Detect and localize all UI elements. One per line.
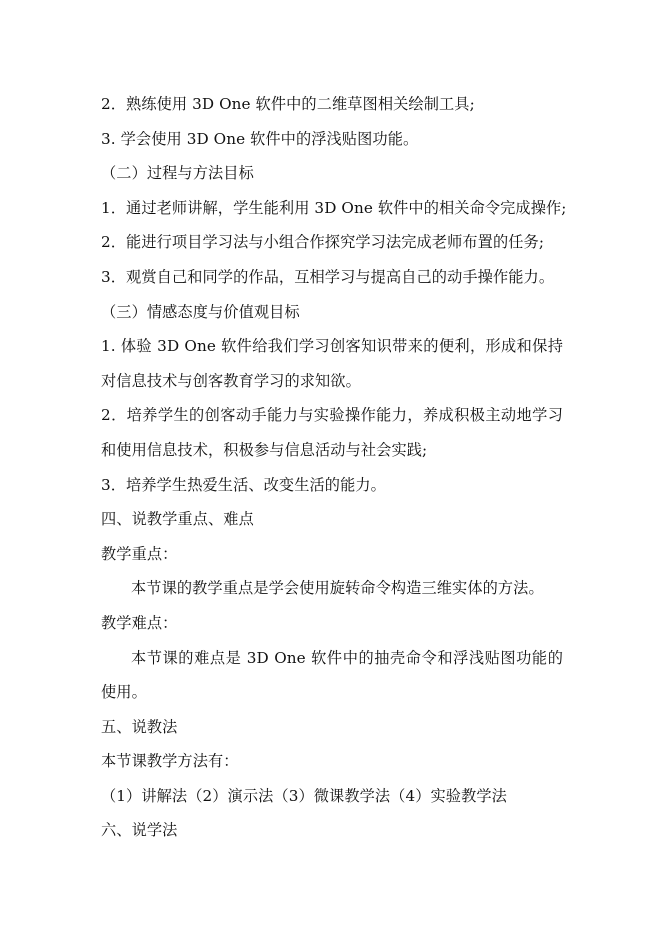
- difficult-point-label: 教学难点：: [101, 613, 178, 632]
- goal-item-3: 3. 学会使用 3D One 软件中的浮浅贴图功能。: [101, 129, 419, 148]
- process-item-2: 2．能进行项目学习法与小组合作探究学习法完成老师布置的任务;: [101, 233, 545, 252]
- key-point-label: 教学重点：: [101, 544, 178, 563]
- teaching-method-list: （1）讲解法（2）演示法（3）微课教学法（4）实验教学法: [101, 786, 507, 805]
- document-body: [101, 87, 567, 848]
- emotion-item-2: 2．培养学生的创客动手能力与实验操作能力，养成积极主动地学习和使用信息技术，积极参与信息活动与社会实践;: [101, 406, 563, 459]
- process-item-1: 1．通过老师讲解，学生能利用 3D One 软件中的相关命令完成操作;: [101, 198, 567, 217]
- goal-item-2: 2．熟练使用 3D One 软件中的二维草图相关绘制工具;: [101, 95, 475, 113]
- section-heading-emotion-values: （三）情感态度与价值观目标: [101, 302, 300, 321]
- teaching-method-label: 本节课教学方法有：: [101, 752, 239, 771]
- difficult-point-text: 本节课的难点是 3D One 软件中的抽壳命令和浮浅贴图功能的使用。: [101, 648, 563, 702]
- process-item-3: 3．观赏自己和同学的作品，互相学习与提高自己的动手操作能力。: [101, 267, 555, 286]
- key-point-text: 本节课的教学重点是学会使用旋转命令构造三维实体的方法。: [131, 579, 544, 598]
- emotion-item-3: 3．培养学生热爱生活、改变生活的能力。: [101, 475, 386, 494]
- section-heading-learning-method: 六、说学法: [101, 821, 178, 840]
- section-heading-process-method: （二）过程与方法目标: [101, 164, 254, 183]
- section-heading-teaching-method: 五、说教法: [101, 717, 178, 736]
- emotion-item-1: 1. 体验 3D One 软件给我们学习创客知识带来的便利，形成和保持对信息技术与创客教育学习的求知欲。: [101, 337, 563, 390]
- section-heading-key-difficult-points: 四、说教学重点、难点: [101, 510, 254, 529]
